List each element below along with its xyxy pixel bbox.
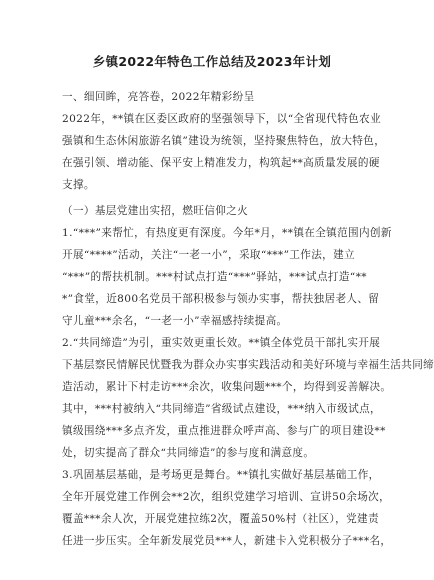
paragraph-line: 其中，***村被纳入“共同缔造”省级试点建设，***纳入市级试点， [62, 403, 382, 415]
intro-paragraph [62, 108, 386, 196]
paragraph-1 [62, 222, 392, 332]
paragraph-line: 任进一步压实。全年新发展党员***人，新建卡入党积极分子***名， [62, 535, 392, 547]
paragraph-line: 2022年，**镇在区委区政府的坚强领导下，以“全省现代特色农业 [62, 113, 382, 125]
paragraph-line: 2.“共同缔造”为引，重实效更重长效。**镇全体党员干部扎实开展 [62, 337, 381, 349]
document-title: 乡镇2022年特色工作总结及2023年计划 [92, 54, 332, 69]
paragraph-line: 全年开展党建工作例会**2次，组织党建学习培训、宣讲50余场次， [62, 491, 391, 503]
paragraph-line: 守儿童***余名，“一老一小”幸福感持续提高。 [62, 315, 288, 327]
paragraph-line: 开展“****”活动，关注“一老一小”，采取“***”工作法，建立 [62, 249, 355, 261]
paragraph-line: 处，切实提高了群众“共同缔造”的参与度和满意度。 [62, 447, 315, 459]
subsection-heading: （一）基层党建出实招，燃旺信仰之火 [62, 205, 249, 217]
paragraph-line: 下基层察民情解民忧暨我为群众办实事实践活动和美好环境与幸福生活共同缔 [62, 359, 434, 371]
paragraph-line: *”食堂，近800名党员干部积极参与领办实事，帮扶独居老人、留 [62, 293, 380, 305]
paragraph-line: 造活动，累计下村走访***余次，收集问题***个，均得到妥善解决。 [62, 381, 392, 393]
paragraph-line: 覆盖***余人次，开展党建拉练2次，覆盖50%村（社区），党建责 [62, 513, 379, 525]
paragraph-2 [62, 332, 434, 464]
paragraph-line: 镇级围绕***多点齐发，重点推进群众呼声高、参与广的项目建设** [62, 425, 386, 437]
paragraph-line: 1.“***”来帮忙，有热度更有深度。今年*月，**镇在全镇范围内创新 [62, 227, 392, 239]
paragraph-line: 支撑。 [62, 179, 95, 191]
section-heading: 一、细回眸，亮答卷，2022年精彩纷呈 [62, 91, 255, 103]
paragraph-3 [62, 464, 392, 552]
paragraph-line: “***”的帮扶机制。***村试点打造“***”驿站，***试点打造“** [62, 271, 367, 283]
paragraph-line: 在强引领、增动能、保平安上精准发力，构筑起**高质量发展的硬 [62, 157, 380, 169]
paragraph-line: 强镇和生态休闲旅游名镇”建设为统领，坚持聚焦特色，放大特色， [62, 135, 386, 147]
paragraph-line: 3.巩固基层基础，是考场更是舞台。**镇扎实做好基层基础工作， [62, 469, 380, 481]
